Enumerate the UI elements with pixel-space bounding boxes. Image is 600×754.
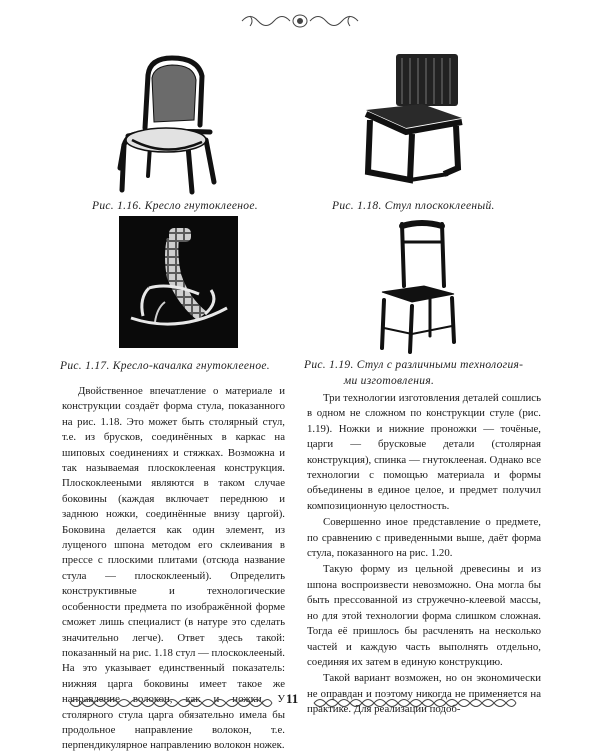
right-paragraph-4: Такой вариант возможен, но он экономически не оправдан и поэтому никогда не применяется на практике. Для реализации подоб- [307,672,541,716]
footer-ornament-right [312,693,517,713]
page-number: 11 [286,691,299,706]
figure-1-18-caption: Рис. 1.18. Стул плоскоклееный. [332,200,495,212]
figure-1-16-image [110,50,230,196]
figure-1-17-image [119,216,238,348]
figure-1-17-caption: Рис. 1.17. Кресло-качалка гнутоклееное. [60,360,270,372]
figure-1-19-caption [304,357,544,389]
right-paragraph-3: Такую форму из цельной древесины и из шпона воспроизвести невозможно. Она могла бы быть прессованной из стружечно-клеевой массы, но для этой технологии форма слишком сложная. Тогда её пришлось бы расчленять на несколько частей и каждую часть выполнять отдельно, соединяя их затем в единую конструкцию. [307,563,541,668]
right-paragraph-1: Три технологии изготовления деталей сошлись в одном не сложном по конструкции стуле (рис. 1.19). Ножки и нижние проножки — точёные, царги — брусковые детали (столярная конструкция), спинка — гнутоклееная. Однако все технологии с помощью материала и формы объединены в единое целое, и предмет получил композиционную целостность. [307,392,541,512]
figure-1-19-caption-line-2: ми изготовления. [343,375,435,387]
left-paragraph-1: Двойственное впечатление о материале и конструкции создаёт форма стула, показанного на рис. 1.18. Это может быть столярный стул, т.е. из брусков, соединённых в каркас на шиповых соединениях и стяжках. Возможна и так называемая плоскоклееная конструкция. Плоскоклееными являются в таком случае боковины (каждая включает переднюю и заднюю ножки, соединённые внизу царгой). Боковина делается как один элемент, из лущеного шпона методом его склеивания в прессе с плоскими плитами (отсюда название стула — плоскоклееный). Определить конструктивные и технологические особенности предмета по изображённой форме сможет лишь специалист (в натуре это сделать значительно легче). Ответ здесь такой: показанный на рис. 1.18 стул — плоскоклееный. На это указывает единственный показатель: нижняя царга боковины имеет такое же направление волокон, как и ножки. У столярного стула царга обязательно имела бы продольное направление волокон, т.е. перпендикулярное направлению волокон ножек. [62,385,285,752]
right-paragraph-2: Совершенно иное представление о предмете, по сравнению с приведенными выше, даёт форма стула, показанного на рис. 1.20. [307,516,541,560]
top-ornament [238,8,362,34]
figure-1-18-image [352,48,472,188]
footer-ornament-left [68,693,273,713]
figure-1-19-image [372,216,462,354]
right-column [307,391,541,718]
figure-1-19-caption-line-1: Рис. 1.19. Стул с различными технология- [304,359,524,371]
figure-1-16-caption: Рис. 1.16. Кресло гнутоклееное. [92,200,258,212]
